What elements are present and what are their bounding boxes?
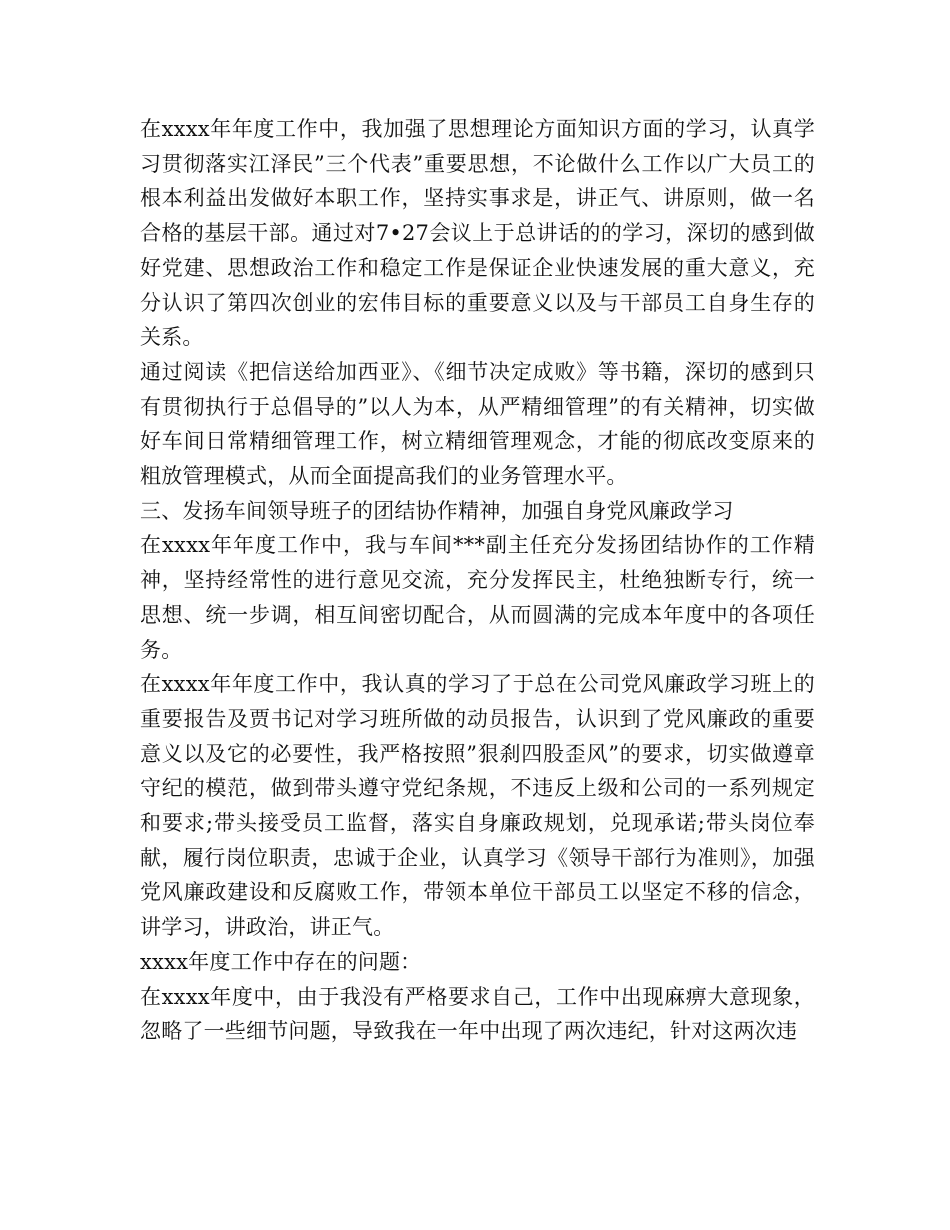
paragraph-theory-study: 在xxxx年年度工作中，我加强了思想理论方面知识方面的学习，认真学习贯彻落实江泽民”三个代表”重要思想，不论做什么工作以广大员工的根本利益出发做好本职工作，坚持实事求是，讲正气、讲原则，做一名合格的基层干部。通过对7•27会议上于总讲话的的学习，深切的感到做好党建、思想政治工作和稳定工作是保证企业快速发展的重大意义，充分认识了第四次创业的宏伟目标的重要意义以及与干部员工自身生存的关系。 [140,117,815,350]
paragraph-reading: 通过阅读《把信送给加西亚》、《细节决定成败》等书籍，深切的感到只有贯彻执行于总倡导的”以人为本，从严精细管理”的有关精神，切实做好车间日常精细管理工作，树立精细管理观念，才能的彻底改变原来的粗放管理模式，从而全面提高我们的业务管理水平。 [140,359,815,489]
problems-heading: xxxx年度工作中存在的问题： [140,949,422,974]
paragraph-teamwork: 在xxxx年年度工作中，我与车间***副主任充分发扬团结协作的工作精神，坚持经常性的进行意见交流，充分发挥民主，杜绝独断专行，统一思想、统一步调，相互间密切配合，从而圆满的完成本年度中的各项任务。 [140,533,815,662]
paragraph-integrity: 在xxxx年年度工作中，我认真的学习了于总在公司党风廉政学习班上的重要报告及贾书记对学习班所做的动员报告，认识到了党风廉政的重要意义以及它的必要性，我严格按照”狠刹四股歪风”的要求，切实做遵章守纪的模范，做到带头遵守党纪条规，不违反上级和公司的一系列规定和要求;带头接受员工监督，落实自身廉政规划，兑现承诺;带头岗位奉献，履行岗位职责，忠诚于企业，认真学习《领导干部行为准则》，加强党风廉政建设和反腐败工作，带领本单位干部员工以坚定不移的信念，讲学习，讲政治，讲正气。 [140,672,815,940]
paragraph-problems: 在xxxx年度中，由于我没有严格要求自己，工作中出现麻痹大意现象，忽略了一些细节问题，导致我在一年中出现了两次违纪，针对这两次违 [140,984,815,1044]
document-page [140,112,815,1049]
section-heading-3: 三、发扬车间领导班子的团结协作精神，加强自身党风廉政学习 [140,498,734,523]
